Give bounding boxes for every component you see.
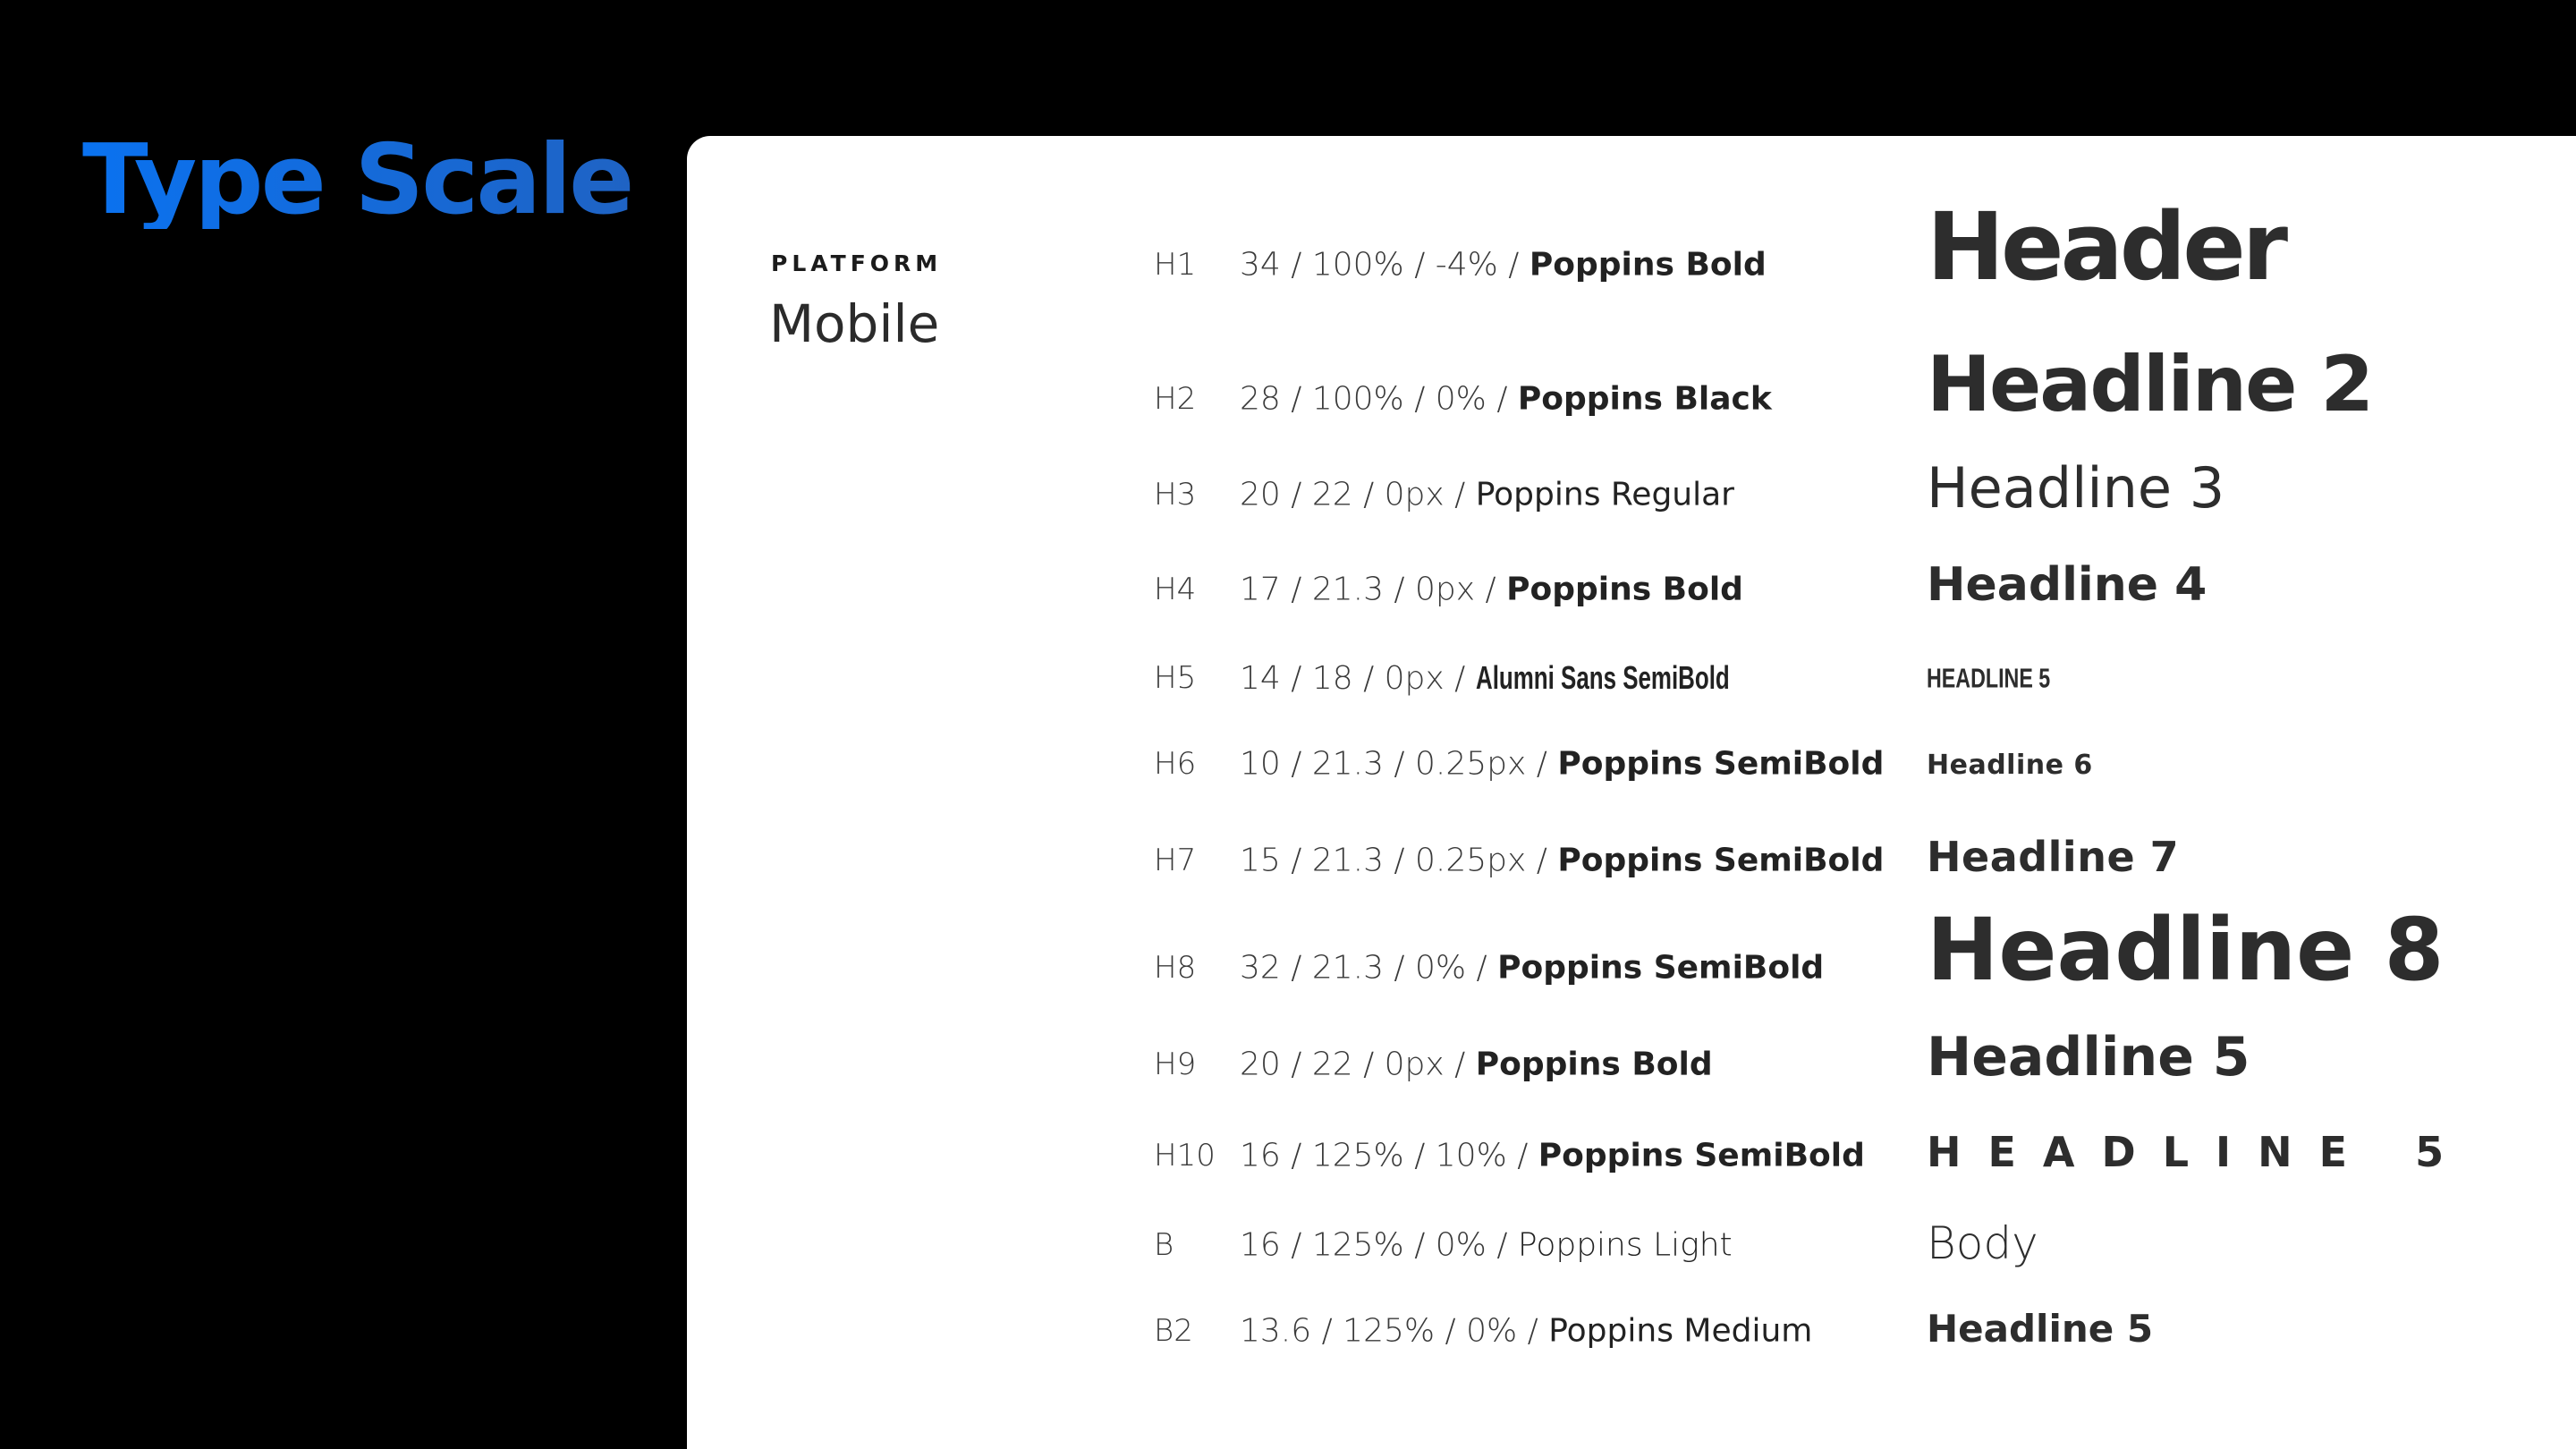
style-spec [1240,1227,1733,1264]
style-spec [1240,950,1824,987]
style-metrics: 20 / 22 / 0px / [1240,1046,1476,1083]
sample-body: Body [1927,1217,2038,1269]
style-code: H1 [1154,247,1197,283]
style-spec [1240,572,1743,608]
style-spec [1240,477,1734,513]
platform-label: PLATFORM [771,250,943,276]
style-metrics: 14 / 18 / 0px / [1240,660,1476,697]
style-metrics: 28 / 100% / 0% / [1240,380,1518,418]
style-spec [1240,1138,1865,1174]
sample-body-2: Headline 5 [1927,1307,2154,1351]
style-code: H2 [1154,381,1197,417]
style-spec [1240,659,1828,697]
style-font: Alumni Sans SemiBold [1475,659,1730,696]
style-metrics: 34 / 100% / -4% / [1240,246,1530,284]
sample-headline-2: Headline 2 [1927,340,2373,429]
sample-headline-10: HEADLINE 5 [1927,1128,2471,1176]
style-metrics: 16 / 125% / 0% / [1240,1226,1518,1264]
style-metrics: 15 / 21.3 / 0.25px / [1240,842,1558,879]
style-metrics: 10 / 21.3 / 0.25px / [1240,745,1558,783]
sample-headline-9: Headline 5 [1927,1026,2250,1089]
style-code: H7 [1154,843,1197,878]
style-font: Poppins SemiBold [1557,842,1885,879]
style-code: B [1154,1227,1174,1263]
style-spec [1240,746,1884,783]
style-metrics: 13.6 / 125% / 0% / [1240,1312,1549,1350]
platform-value: Mobile [769,293,940,354]
style-spec [1240,843,1884,879]
style-spec [1240,1313,1812,1350]
style-font: Poppins SemiBold [1538,1137,1865,1174]
style-code: B2 [1154,1313,1193,1349]
style-font: Poppins Regular [1475,476,1734,513]
style-font: Poppins SemiBold [1557,745,1885,783]
page-title: Type Scale [82,124,632,236]
style-font: Poppins Bold [1529,246,1767,284]
style-spec [1240,1046,1713,1083]
style-code: H5 [1154,660,1197,696]
sample-header: Header [1927,192,2285,301]
style-code: H6 [1154,746,1197,782]
style-font: Poppins SemiBold [1497,949,1825,987]
style-code: H4 [1154,572,1197,607]
style-font: Poppins Bold [1506,571,1743,608]
sample-headline-6: Headline 6 [1927,750,2093,781]
style-metrics: 17 / 21.3 / 0px / [1240,571,1507,608]
sample-headline-3: Headline 3 [1927,455,2225,521]
style-code: H10 [1154,1138,1216,1174]
style-spec [1240,381,1772,418]
style-code: H9 [1154,1046,1197,1082]
style-font: Poppins Black [1517,380,1772,418]
style-font: Poppins Medium [1548,1312,1813,1350]
style-code: H8 [1154,950,1197,986]
sample-headline-8: Headline 8 [1927,900,2445,1000]
style-metrics: 32 / 21.3 / 0% / [1240,949,1498,987]
style-font: Poppins Bold [1475,1046,1713,1083]
style-font: Poppins Light [1517,1226,1733,1264]
sample-headline-7: Headline 7 [1927,833,2180,881]
style-spec [1240,247,1767,284]
style-metrics: 16 / 125% / 10% / [1240,1137,1538,1174]
style-code: H3 [1154,477,1197,513]
sample-headline-4: Headline 4 [1927,558,2207,612]
style-metrics: 20 / 22 / 0px / [1240,476,1476,513]
sample-headline-5: HEADLINE 5 [1927,662,2051,694]
